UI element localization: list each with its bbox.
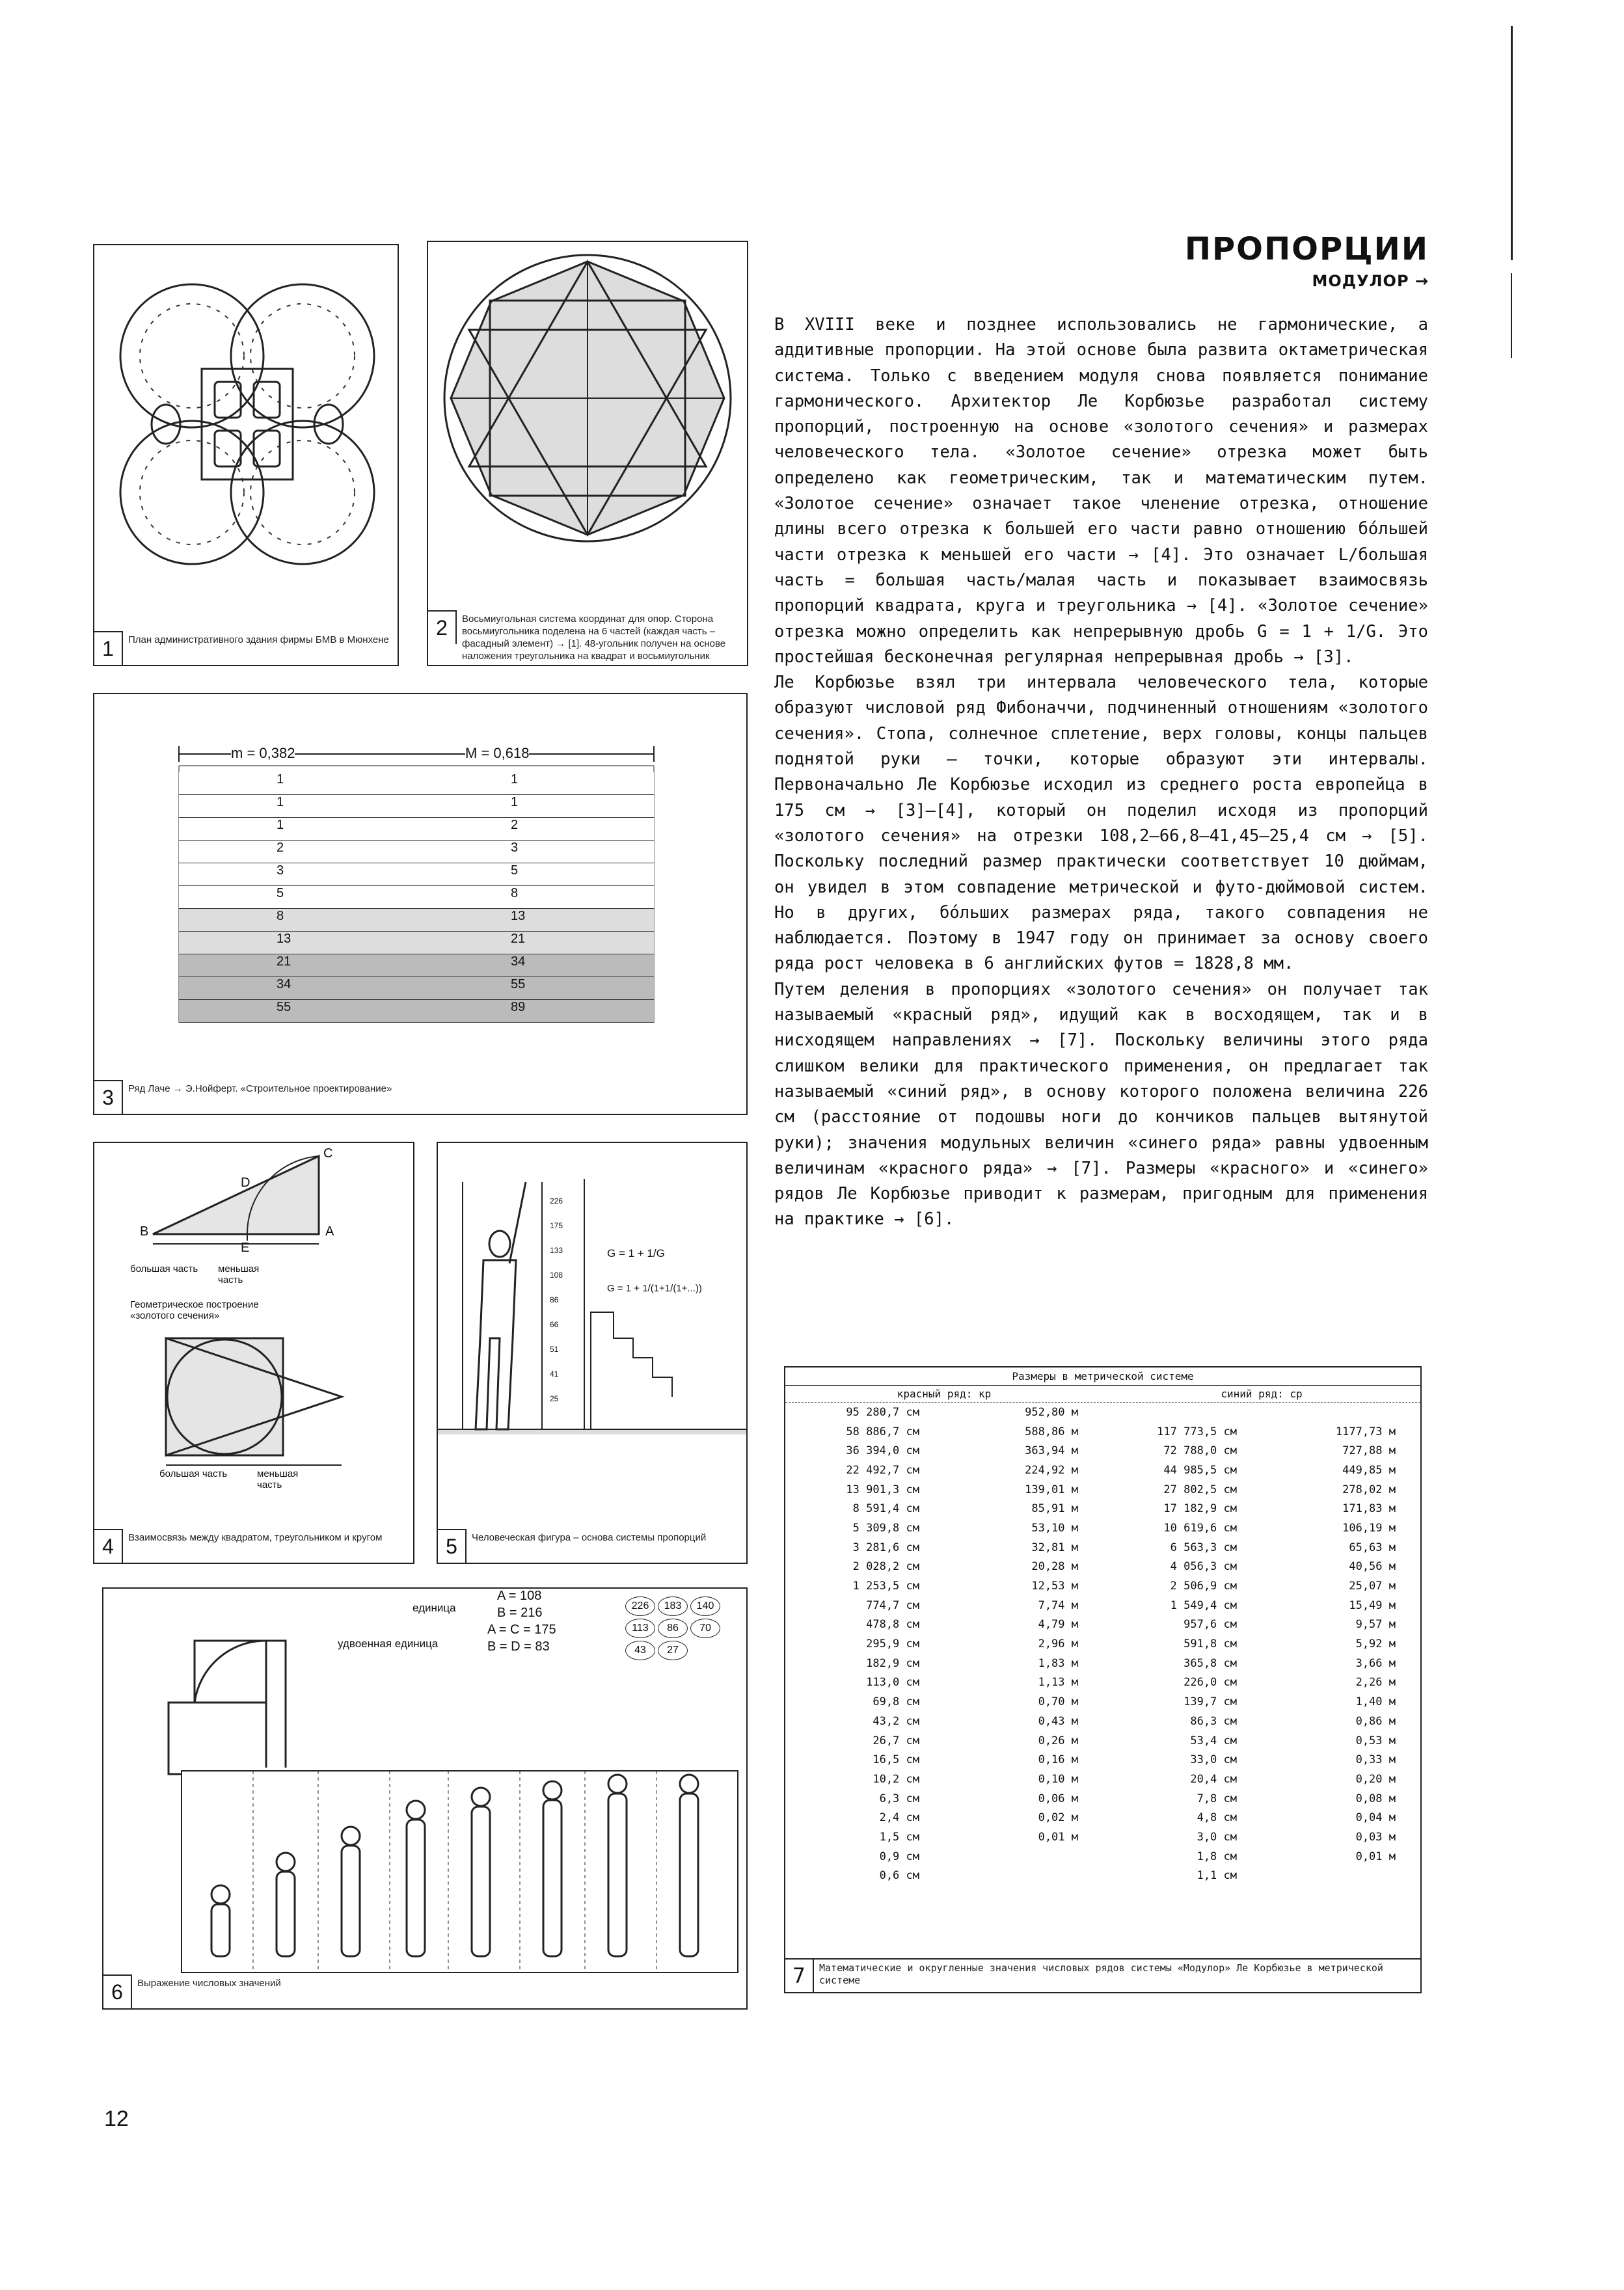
figure-number: 5 bbox=[438, 1529, 467, 1563]
m-label: m = 0,382 bbox=[231, 745, 295, 761]
lache-left-value: 55 bbox=[277, 1000, 291, 1014]
lache-row bbox=[179, 886, 654, 909]
table-row bbox=[785, 1499, 1420, 1518]
lache-row bbox=[179, 1000, 654, 1023]
table-cell: 0,26 м bbox=[1038, 1734, 1078, 1747]
table-cell: 36 394,0 см bbox=[846, 1444, 919, 1458]
table-cell: 85,91 м bbox=[1031, 1502, 1078, 1516]
lache-row bbox=[179, 795, 654, 818]
lache-rows bbox=[179, 772, 654, 1023]
lache-left-value: 1 bbox=[277, 818, 284, 832]
table-cell: 0,01 м bbox=[1038, 1830, 1078, 1844]
table-cell: 33,0 см bbox=[1190, 1753, 1237, 1767]
table-cell: 1,40 м bbox=[1355, 1695, 1396, 1709]
figure-caption: Ряд Лаче → Э.Нойферт. «Строительное проектирование» bbox=[128, 1083, 392, 1094]
table-cell: 2,26 м bbox=[1355, 1676, 1396, 1690]
table-cell: 40,56 м bbox=[1349, 1560, 1396, 1574]
table-cell: 0,01 м bbox=[1355, 1850, 1396, 1863]
table-cell: 113,0 см bbox=[866, 1676, 919, 1690]
eq-4: B = D = 83 bbox=[487, 1639, 550, 1654]
lache-row bbox=[179, 977, 654, 1000]
lache-right-value: 3 bbox=[511, 841, 519, 855]
table-cell: 2 506,9 см bbox=[1170, 1580, 1237, 1593]
table-cell: 0,6 см bbox=[879, 1869, 919, 1883]
table-cell: 106,19 м bbox=[1342, 1521, 1396, 1535]
figure-caption: Взаимосвязь между квадратом, треугольником и кругом bbox=[128, 1532, 383, 1543]
modulor-value: 183 bbox=[658, 1596, 688, 1616]
page-number: 12 bbox=[104, 2107, 129, 2131]
lache-row bbox=[179, 863, 654, 886]
table-row bbox=[785, 1750, 1420, 1770]
lache-left-value: 5 bbox=[277, 886, 284, 900]
table-cell: 65,63 м bbox=[1349, 1541, 1396, 1554]
lache-right-value: 1 bbox=[511, 795, 519, 809]
table-row bbox=[785, 1461, 1420, 1480]
modulor-value: 113 bbox=[625, 1619, 655, 1638]
table-cell: 182,9 см bbox=[866, 1656, 919, 1670]
table-cell: 95 280,7 см bbox=[846, 1405, 919, 1419]
table-cell: 25,07 м bbox=[1349, 1580, 1396, 1593]
table-cell: 139,7 см bbox=[1184, 1695, 1237, 1709]
table-cell: 44 985,5 см bbox=[1163, 1463, 1237, 1477]
table-title: Размеры в метрической системе bbox=[785, 1367, 1420, 1386]
table-row bbox=[785, 1480, 1420, 1500]
lache-row bbox=[179, 932, 654, 954]
table-cell: 0,53 м bbox=[1355, 1734, 1396, 1747]
table-cell: 22 492,7 см bbox=[846, 1463, 919, 1477]
table-cell: 17 182,9 см bbox=[1163, 1502, 1237, 1516]
dimension-value: 41 bbox=[550, 1369, 559, 1379]
building-plan-drawing bbox=[94, 245, 398, 665]
lache-row bbox=[179, 772, 654, 795]
figure-2 bbox=[427, 241, 748, 666]
table-row bbox=[785, 1847, 1420, 1866]
table-cell: 9,57 м bbox=[1355, 1618, 1396, 1632]
lache-right-value: 21 bbox=[511, 932, 526, 946]
modulor-value: 27 bbox=[658, 1641, 688, 1660]
dimension-value: 66 bbox=[550, 1320, 559, 1329]
table-cell: 7,74 м bbox=[1038, 1598, 1078, 1612]
table-cell: 365,8 см bbox=[1184, 1656, 1237, 1670]
lache-row bbox=[179, 954, 654, 977]
table-cell: 27 802,5 см bbox=[1163, 1483, 1237, 1496]
table-cell: 117 773,5 см bbox=[1157, 1425, 1237, 1438]
table-cell: 1,8 см bbox=[1197, 1850, 1237, 1863]
table-cell: 1 549,4 см bbox=[1170, 1598, 1237, 1612]
figure-caption: Математические и округленные значения числовых рядов системы «Модулор» Ле Корбюзье в метрической системе bbox=[819, 1962, 1383, 1986]
double-unit-label: удвоенная единица bbox=[338, 1637, 439, 1650]
point-d: D bbox=[241, 1176, 250, 1190]
table-cell: 10,2 см bbox=[873, 1772, 919, 1786]
lache-right-value: 8 bbox=[511, 886, 519, 900]
page-subtitle: МОДУЛОР → bbox=[1312, 272, 1429, 290]
table-cell: 6 563,3 см bbox=[1170, 1541, 1237, 1554]
table-cell: 4,79 м bbox=[1038, 1618, 1078, 1632]
table-row bbox=[785, 1596, 1420, 1615]
human-figure-drawing bbox=[438, 1143, 746, 1563]
label-big-part: большая часть bbox=[130, 1263, 198, 1274]
point-a: A bbox=[325, 1224, 334, 1239]
lache-right-value: 55 bbox=[511, 977, 526, 991]
margin-line bbox=[1511, 273, 1512, 358]
table-cell: 86,3 см bbox=[1190, 1714, 1237, 1728]
table-cell: 1,13 м bbox=[1038, 1676, 1078, 1690]
lache-right-value: 13 bbox=[511, 909, 526, 923]
table-cell: 3,66 м bbox=[1355, 1656, 1396, 1670]
lache-left-value: 1 bbox=[277, 795, 284, 809]
table-cell: 20,4 см bbox=[1190, 1772, 1237, 1786]
blue-series-header: синий ряд: ср bbox=[1221, 1388, 1303, 1400]
table-row bbox=[785, 1557, 1420, 1577]
paragraph: Ле Корбюзье взял три интервала человеческого тела, которые образуют числовой ряд Фибоначчи, подчиненный отношениям «золотого сечения». Стопа, солнечное сплетение, верх головы, концы пальцев поднятой руки – точки, которые образуют эти интервалы. Первоначально Ле Корбюзье исходил из среднего роста европейца в 175 см → [3]–[4], который он поделил исходя из пропорций «золотого сечения» на отрезки 108,2–66,8–41,45–25,4 см → [5]. Поскольку последний размер практически соответствует 10 дюймам, он увидел в этом совпадение метрической и футо-дюймовой систем. Но в других, бóльших размерах ряда, такого совпадения не наблюдается. Поэтому в 1947 году он принимает за основу своего ряда рост человека в 6 английских футов = 1828,8 мм. bbox=[774, 673, 1428, 974]
table-row bbox=[785, 1441, 1420, 1461]
table-cell: 1,5 см bbox=[879, 1830, 919, 1844]
table-cell: 4,8 см bbox=[1197, 1811, 1237, 1825]
table-body bbox=[785, 1403, 1420, 1885]
figure-1 bbox=[93, 244, 399, 666]
modulor-value: 140 bbox=[690, 1596, 720, 1616]
table-cell: 139,01 м bbox=[1025, 1483, 1078, 1496]
table-row bbox=[785, 1731, 1420, 1751]
table-row bbox=[785, 1518, 1420, 1538]
lache-row bbox=[179, 909, 654, 932]
figure-caption: Человеческая фигура – основа системы пропорций bbox=[472, 1532, 707, 1543]
table-cell: 0,16 м bbox=[1038, 1753, 1078, 1767]
table-cell: 7,8 см bbox=[1197, 1792, 1237, 1805]
modulor-value: 226 bbox=[625, 1596, 655, 1616]
table-cell: 591,8 см bbox=[1184, 1637, 1237, 1651]
table-cell: 2,96 м bbox=[1038, 1637, 1078, 1651]
table-cell: 1,1 см bbox=[1197, 1869, 1237, 1883]
table-cell: 5 309,8 см bbox=[852, 1521, 919, 1535]
table-cell: 3 281,6 см bbox=[852, 1541, 919, 1554]
point-c: C bbox=[323, 1146, 333, 1161]
table-cell: 278,02 м bbox=[1342, 1483, 1396, 1496]
values-list bbox=[624, 1595, 746, 1662]
lache-right-value: 34 bbox=[511, 954, 526, 969]
lache-left-value: 34 bbox=[277, 977, 291, 991]
table-cell: 0,86 м bbox=[1355, 1714, 1396, 1728]
label-big-part-2: большая часть bbox=[159, 1468, 228, 1479]
table-cell: 957,6 см bbox=[1184, 1618, 1237, 1632]
table-caption-row bbox=[785, 1958, 1420, 1992]
lache-right-value: 1 bbox=[511, 772, 519, 787]
table-row bbox=[785, 1538, 1420, 1557]
point-e: E bbox=[241, 1241, 250, 1255]
table-subheader bbox=[785, 1386, 1420, 1403]
table-cell: 58 886,7 см bbox=[846, 1425, 919, 1438]
table-row bbox=[785, 1712, 1420, 1731]
table-cell: 72 788,0 см bbox=[1163, 1444, 1237, 1458]
modulor-value: 43 bbox=[625, 1641, 655, 1660]
table-cell: 69,8 см bbox=[873, 1695, 919, 1709]
table-cell: 5,92 м bbox=[1355, 1637, 1396, 1651]
table-cell: 449,85 м bbox=[1342, 1463, 1396, 1477]
dimension-value: 226 bbox=[550, 1196, 563, 1206]
table-cell: 2 028,2 см bbox=[852, 1560, 919, 1574]
body-text bbox=[774, 312, 1428, 1233]
table-row bbox=[785, 1615, 1420, 1635]
formula-2: G = 1 + 1/(1+1/(1+...)) bbox=[607, 1283, 702, 1294]
lache-left-value: 21 bbox=[277, 954, 291, 969]
point-b: B bbox=[140, 1224, 149, 1239]
table-cell: 0,20 м bbox=[1355, 1772, 1396, 1786]
table-cell: 0,43 м bbox=[1038, 1714, 1078, 1728]
lache-left-value: 3 bbox=[277, 863, 284, 878]
table-cell: 1177,73 м bbox=[1335, 1425, 1396, 1438]
formula-1: G = 1 + 1/G bbox=[607, 1247, 665, 1260]
figure-number: 7 bbox=[785, 1960, 814, 1992]
table-cell: 224,92 м bbox=[1025, 1463, 1078, 1477]
lache-right-value: 5 bbox=[511, 863, 519, 878]
lache-row bbox=[179, 841, 654, 863]
table-row bbox=[785, 1422, 1420, 1442]
figure-4 bbox=[93, 1142, 414, 1564]
figure-5 bbox=[437, 1142, 748, 1564]
lache-left-value: 13 bbox=[277, 932, 291, 946]
table-row bbox=[785, 1770, 1420, 1789]
table-cell: 774,7 см bbox=[866, 1598, 919, 1612]
table-row bbox=[785, 1827, 1420, 1847]
figure-caption: Выражение числовых значений bbox=[137, 1978, 281, 1989]
table-cell: 0,33 м bbox=[1355, 1753, 1396, 1767]
table-cell: 8 591,4 см bbox=[852, 1502, 919, 1516]
dimension-value: 133 bbox=[550, 1246, 563, 1255]
figure-number: 4 bbox=[94, 1529, 123, 1563]
paragraph: Путем деления в пропорциях «золотого сечения» он получает так называемый «красный ряд», идущий как в восходящем, так и в нисходящем направлениях → [7]. Поскольку величины этого ряда слишком велики для практического применения, он предлагает так называемый «синий ряд», в основу которого положена величина 226 см (расстояние от подошвы ноги до кончиков пальцев вытянутой руки); значения модульных величин «синего ряда» равны удвоенным величинам «красного ряда» → [7]. Размеры «красного» и «синего» рядов Ле Корбюзье приводит к размерам, пригодным для применения на практике → [6]. bbox=[774, 979, 1428, 1230]
modulor-value: 86 bbox=[658, 1619, 688, 1638]
table-cell: 727,88 м bbox=[1342, 1444, 1396, 1458]
lache-right-value: 2 bbox=[511, 818, 519, 832]
modulor-value: 70 bbox=[690, 1619, 720, 1638]
table-row bbox=[785, 1673, 1420, 1693]
table-cell: 363,94 м bbox=[1025, 1444, 1078, 1458]
table-cell: 13 901,3 см bbox=[846, 1483, 919, 1496]
table-cell: 171,83 м bbox=[1342, 1502, 1396, 1516]
table-row bbox=[785, 1866, 1420, 1886]
table-cell: 588,86 м bbox=[1025, 1425, 1078, 1438]
table-cell: 226,0 см bbox=[1184, 1676, 1237, 1690]
table-row bbox=[785, 1634, 1420, 1654]
table-cell: 3,0 см bbox=[1197, 1830, 1237, 1844]
table-cell: 16,5 см bbox=[873, 1753, 919, 1767]
table-row bbox=[785, 1654, 1420, 1673]
label-small-part-2: меньшая часть bbox=[257, 1468, 299, 1490]
table-row bbox=[785, 1692, 1420, 1712]
table-cell: 26,7 см bbox=[873, 1734, 919, 1747]
M-label: M = 0,618 bbox=[465, 745, 530, 761]
margin-line bbox=[1511, 26, 1513, 260]
table-cell: 0,70 м bbox=[1038, 1695, 1078, 1709]
table-row bbox=[785, 1808, 1420, 1827]
table-cell: 0,04 м bbox=[1355, 1811, 1396, 1825]
octagon-drawing bbox=[428, 242, 747, 665]
table-cell: 43,2 см bbox=[873, 1714, 919, 1728]
table-cell: 15,49 м bbox=[1349, 1598, 1396, 1612]
table-cell: 0,10 м bbox=[1038, 1772, 1078, 1786]
paragraph: В XVIII веке и позднее использовались не гармонические, а аддитивные пропорции. На этой основе была развита октаметрическая система. Только с введением модуля снова появляется понимание гармонического. Архитектор Ле Корбюзье разработал систему пропорций, построенную на основе «золотого сечения» и размерах человеческого тела. «Золотое сечение» отрезка может быть определено как геометрическим, так и математическим путем. «Золотое сечение» означает такое членение отрезка, отношение длины всего отрезка к большей его части равно отношению бóльшей части отрезка к меньшей его части → [4]. Это означает L/большая часть = большая часть/малая часть и показывает взаимосвязь пропорций квадрата, круга и треугольника → [4]. «Золотое сечение» отрезка можно определить как непрерывную дробь G = 1 + 1/G. Это простейшая бесконечная регулярная непрерывная дробь → [3]. bbox=[774, 315, 1428, 667]
figure-number: 3 bbox=[94, 1080, 123, 1114]
table-cell: 952,80 м bbox=[1025, 1405, 1078, 1419]
table-cell: 1,83 м bbox=[1038, 1656, 1078, 1670]
table-cell: 10 619,6 см bbox=[1163, 1521, 1237, 1535]
table-cell: 478,8 см bbox=[866, 1618, 919, 1632]
lache-left-value: 8 bbox=[277, 909, 284, 923]
table-cell: 1 253,5 см bbox=[852, 1580, 919, 1593]
page-title: ПРОПОРЦИИ bbox=[1184, 231, 1429, 267]
dimension-value: 51 bbox=[550, 1345, 559, 1354]
table-cell: 295,9 см bbox=[866, 1637, 919, 1651]
table-cell: 20,28 м bbox=[1031, 1560, 1078, 1574]
label-golden: Геометрическое построение «золотого сечения» bbox=[130, 1299, 259, 1321]
table-cell: 12,53 м bbox=[1031, 1580, 1078, 1593]
figure-number: 1 bbox=[94, 631, 123, 665]
table-cell: 0,02 м bbox=[1038, 1811, 1078, 1825]
eq-3: A = C = 175 bbox=[487, 1623, 556, 1637]
table-cell: 2,4 см bbox=[879, 1811, 919, 1825]
figure-6 bbox=[102, 1587, 748, 2010]
table-cell: 0,06 м bbox=[1038, 1792, 1078, 1805]
table-cell: 32,81 м bbox=[1031, 1541, 1078, 1554]
table-cell: 6,3 см bbox=[879, 1792, 919, 1805]
table-cell: 0,9 см bbox=[879, 1850, 919, 1863]
figure-caption: План административного здания фирмы БМВ в Мюнхене bbox=[128, 634, 389, 645]
lache-left-value: 2 bbox=[277, 841, 284, 855]
dims-list bbox=[550, 1189, 563, 1411]
label-small-part: меньшая часть bbox=[218, 1263, 260, 1286]
table-cell: 0,08 м bbox=[1355, 1792, 1396, 1805]
table-cell: 0,03 м bbox=[1355, 1830, 1396, 1844]
table-cell: 4 056,3 см bbox=[1170, 1560, 1237, 1574]
table-row bbox=[785, 1789, 1420, 1809]
eq-2: B = 216 bbox=[497, 1606, 543, 1620]
dimension-value: 108 bbox=[550, 1271, 563, 1280]
dimension-value: 86 bbox=[550, 1295, 559, 1304]
lache-row bbox=[179, 818, 654, 841]
figure-number: 2 bbox=[428, 610, 457, 644]
golden-section-drawing bbox=[94, 1143, 413, 1563]
eq-1: A = 108 bbox=[497, 1589, 542, 1603]
unit-label: единица bbox=[413, 1602, 456, 1614]
table-row bbox=[785, 1576, 1420, 1596]
table-row bbox=[785, 1403, 1420, 1422]
modulor-table bbox=[784, 1366, 1422, 1993]
table-cell: 53,4 см bbox=[1190, 1734, 1237, 1747]
figure-caption: Восьмиугольная система координат для опор. Сторона восьмиугольника поделена на 6 частей (каждая часть – фасадный элемент) → [1]. 48-угольник получен на основе наложения треугольника на квадрат и восьмиугольник bbox=[462, 613, 726, 662]
figure-number: 6 bbox=[103, 1974, 132, 2008]
red-series-header: красный ряд: кр bbox=[897, 1388, 992, 1400]
dimension-value: 25 bbox=[550, 1394, 559, 1403]
table-cell: 53,10 м bbox=[1031, 1521, 1078, 1535]
lache-right-value: 89 bbox=[511, 1000, 526, 1014]
figure-3 bbox=[93, 693, 748, 1115]
dimension-value: 175 bbox=[550, 1221, 563, 1230]
lache-left-value: 1 bbox=[277, 772, 284, 787]
